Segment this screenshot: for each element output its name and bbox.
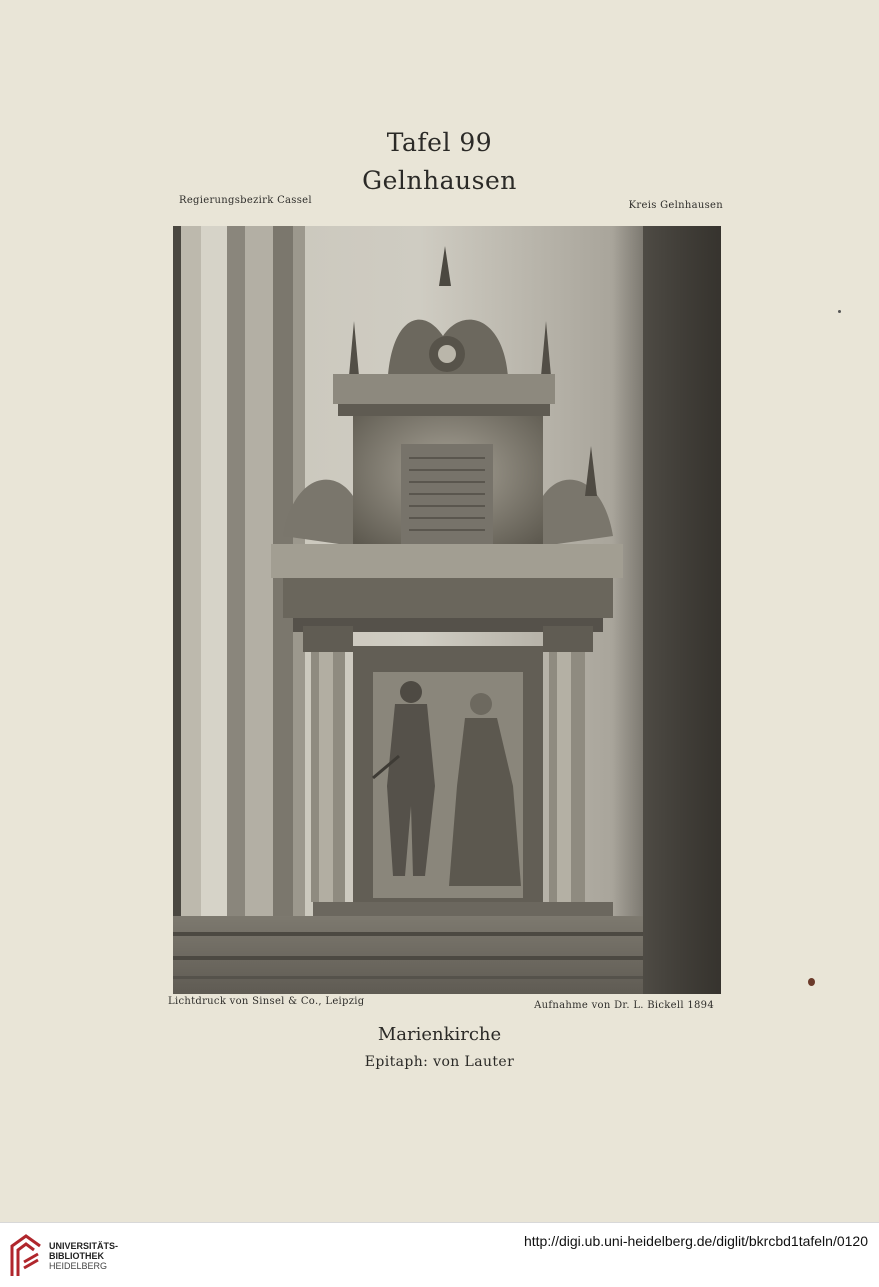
library-name (49, 1241, 118, 1271)
permalink-url[interactable]: http://digi.ub.uni-heidelberg.de/diglit/bkrcbd1tafeln/0120 (523, 1233, 868, 1249)
paper-speck (808, 978, 815, 986)
viewer-footer (0, 1222, 879, 1287)
place-title: Gelnhausen (362, 166, 517, 195)
caption-subtitle: Epitaph: von Lauter (364, 1054, 515, 1070)
library-name-line2: BIBLIOTHEK (49, 1251, 104, 1261)
caption-title: Marienkirche (377, 1024, 502, 1045)
university-library-logo[interactable] (8, 1232, 44, 1278)
printer-credit: Lichtdruck von Sinsel & Co., Leipzig (168, 996, 365, 1007)
library-name-line3: HEIDELBERG (49, 1261, 108, 1271)
epitaph-photograph (173, 226, 721, 994)
photograph-illustration (173, 226, 721, 994)
plate-number: Tafel 99 (386, 128, 493, 157)
region-left: Regierungsbezirk Cassel (179, 195, 312, 206)
library-name-line1: UNIVERSITÄTS- (49, 1241, 119, 1251)
photographer-credit: Aufnahme von Dr. L. Bickell 1894 (534, 1000, 714, 1011)
paper-speck-small (838, 310, 841, 313)
region-right: Kreis Gelnhausen (628, 200, 723, 211)
